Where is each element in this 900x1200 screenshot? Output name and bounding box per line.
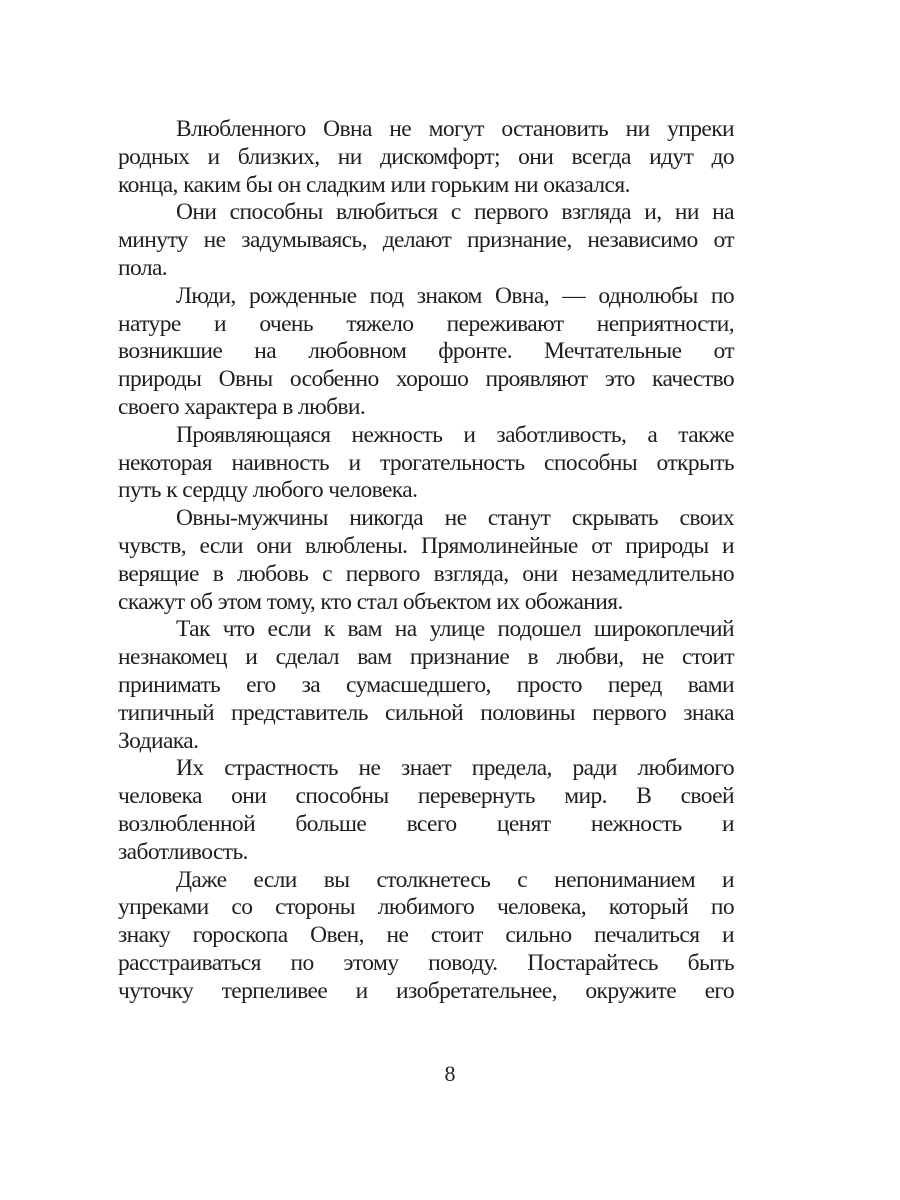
text-line: упреками со стороны любимого человека, который по — [118, 894, 734, 921]
text-line: Они способны влюбиться с первого взгляда и, ни на — [176, 199, 734, 226]
text-line: своего характера в любви. — [118, 393, 366, 420]
text-line: Зодиака. — [118, 727, 199, 754]
text-line: конца, каким бы он сладким или горьким ни оказался. — [118, 171, 630, 198]
text-line: некоторая наивность и трогательность способны открыть — [118, 449, 734, 476]
text-line: природы Овны особенно хорошо проявляют это качество — [118, 366, 734, 393]
text-line: скажут об этом тому, кто стал объектом их обожания. — [118, 588, 623, 615]
paragraph — [118, 616, 734, 755]
text-line: минуту не задумываясь, делают признание, независимо от — [118, 227, 734, 254]
text-line: верящие в любовь с первого взгляда, они незамедлительно — [118, 560, 734, 587]
paragraph — [118, 422, 734, 505]
text-line: заботливость. — [118, 838, 248, 865]
text-line: типичный представитель сильной половины первого знака — [118, 699, 734, 726]
text-line: расстраиваться по этому поводу. Постарайтесь быть — [118, 949, 734, 976]
text-line: незнакомец и сделал вам признание в любви, не стоит — [118, 644, 734, 671]
paragraph — [118, 199, 734, 282]
text-line: пола. — [118, 254, 168, 281]
paragraph — [118, 755, 734, 866]
text-line: принимать его за сумасшедшего, просто перед вами — [118, 671, 734, 698]
text-line: знаку гороскопа Овен, не стоит сильно печалиться и — [118, 922, 734, 949]
paragraph — [118, 505, 734, 616]
paragraph — [118, 283, 734, 422]
text-line: чуточку терпеливее и изобретательнее, окружите его — [118, 977, 734, 1004]
text-line: человека они способны перевернуть мир. В своей — [118, 783, 734, 810]
text-line: Овны-мужчины никогда не станут скрывать своих — [176, 505, 734, 532]
text-line: возникшие на любовном фронте. Мечтательные от — [118, 338, 734, 365]
paragraph — [118, 116, 734, 199]
text-line: Даже если вы столкнетесь с непониманием и — [176, 866, 734, 893]
text-line: натуре и очень тяжело переживают неприятности, — [118, 310, 734, 337]
text-line: Проявляющаяся нежность и заботливость, а также — [176, 421, 734, 448]
text-line: Люди, рожденные под знаком Овна, — однолюбы по — [176, 282, 734, 309]
text-line: Их страстность не знает предела, ради любимого — [176, 755, 734, 782]
page-number: 8 — [444, 1061, 456, 1086]
text-line: Так что если к вам на улице подошел широкоплечий — [176, 616, 734, 643]
text-line: родных и близких, ни дискомфорт; они всегда идут до — [118, 143, 734, 170]
text-line: чувств, если они влюблены. Прямолинейные от природы и — [118, 532, 734, 559]
text-line: Влюбленного Овна не могут остановить ни упреки — [176, 116, 734, 142]
text-line: возлюбленной больше всего ценят нежность и — [118, 810, 734, 837]
text-line: путь к сердцу любого человека. — [118, 477, 418, 504]
body-text — [118, 116, 734, 1006]
paragraph — [118, 867, 734, 1006]
